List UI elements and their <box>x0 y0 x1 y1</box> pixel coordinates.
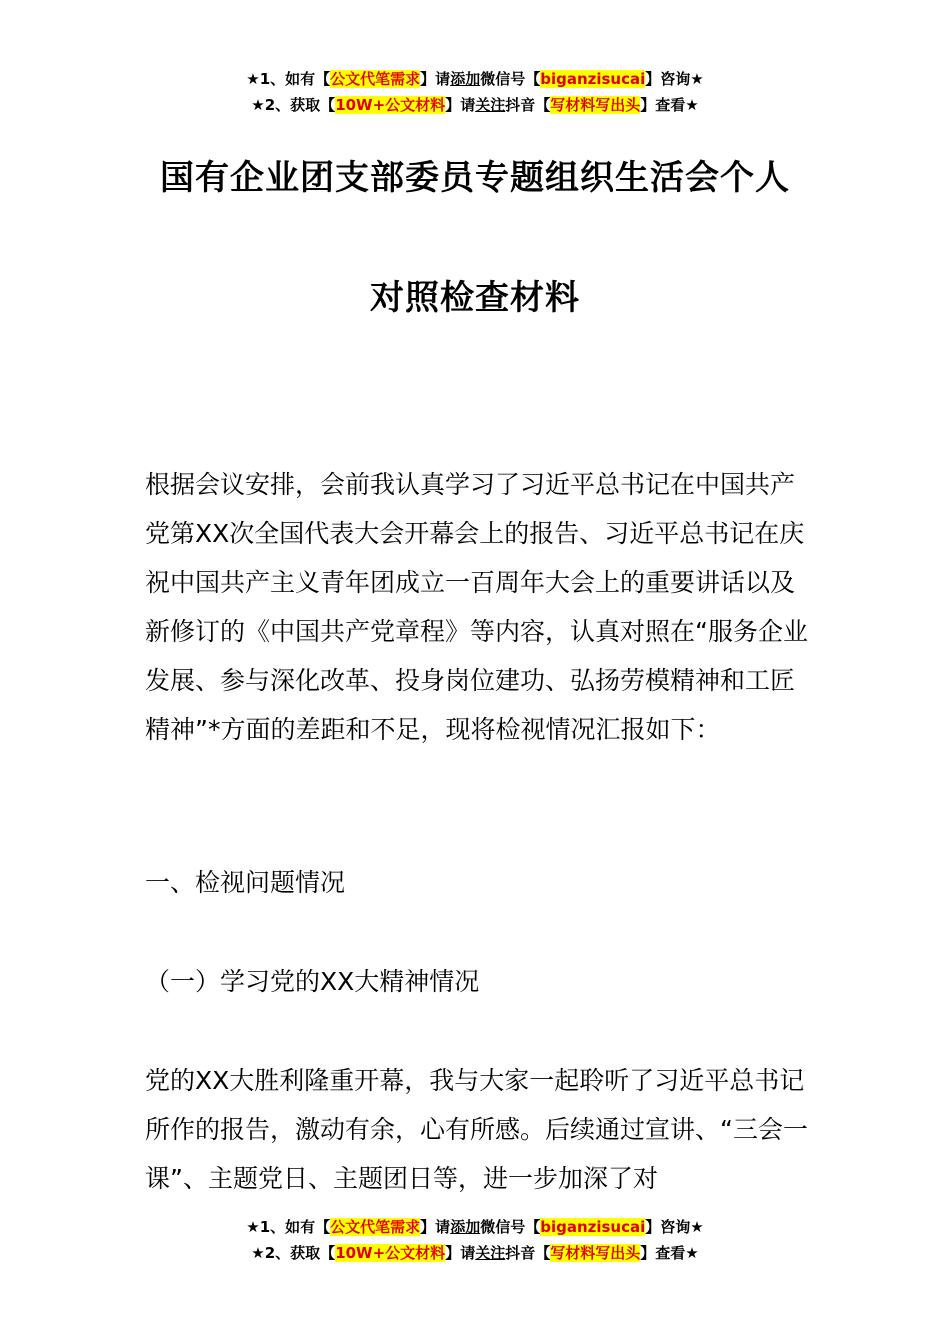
banner-line-2: ★2、获取【10W+公文材料】请关注抖音【写材料写出头】查看★ <box>251 1244 699 1262</box>
section-heading: 一、检视问题情况 <box>145 868 346 897</box>
highlight-text: 10W+公文材料 <box>335 96 446 114</box>
header-banner <box>0 66 950 118</box>
banner-line-1: ★1、如有【公文代笔需求】请添加微信号【biganzisucai】咨询★ <box>246 70 704 88</box>
wechat-id: biganzisucai <box>540 1218 646 1236</box>
underlined-text: 关注 <box>475 1244 506 1262</box>
banner-line-1: ★1、如有【公文代笔需求】请添加微信号【biganzisucai】咨询★ <box>246 1218 704 1236</box>
document-title-line-1: 国有企业团支部委员专题组织生活会个人 <box>160 158 790 198</box>
footer-banner <box>0 1214 950 1266</box>
highlight-text: 10W+公文材料 <box>335 1244 446 1262</box>
underlined-text: 添加 <box>450 70 481 88</box>
paragraph-intro: 根据会议安排，会前我认真学习了习近平总书记在中国共产党第XX次全国代表大会开幕会上的报告、习近平总书记在庆祝中国共产主义青年团成立一百周年大会上的重要讲话以及新修订的《中国共产党章程》等内容，认真对照在“服务企业发展、参与深化改革、投身岗位建功、弘扬劳模精神和工匠精神”*方面的差距和不足，现将检视情况汇报如下： <box>145 470 808 744</box>
douyin-id: 写材料写出头 <box>550 1244 641 1262</box>
subsection-heading: （一）学习党的XX大精神情况 <box>145 967 480 996</box>
underlined-text: 添加 <box>450 1218 481 1236</box>
highlight-text: 公文代笔需求 <box>330 70 421 88</box>
banner-line-2: ★2、获取【10W+公文材料】请关注抖音【写材料写出头】查看★ <box>251 96 699 114</box>
paragraph-body: 党的XX大胜利隆重开幕，我与大家一起聆听了习近平总书记所作的报告，激动有余，心有所感。后续通过宣讲、“三会一课”、主题党日、主题团日等，进一步加深了对 <box>145 1066 808 1193</box>
underlined-text: 关注 <box>475 96 506 114</box>
wechat-id: biganzisucai <box>540 70 646 88</box>
highlight-text: 公文代笔需求 <box>330 1218 421 1236</box>
document-title-line-2: 对照检查材料 <box>370 278 580 318</box>
douyin-id: 写材料写出头 <box>550 96 641 114</box>
